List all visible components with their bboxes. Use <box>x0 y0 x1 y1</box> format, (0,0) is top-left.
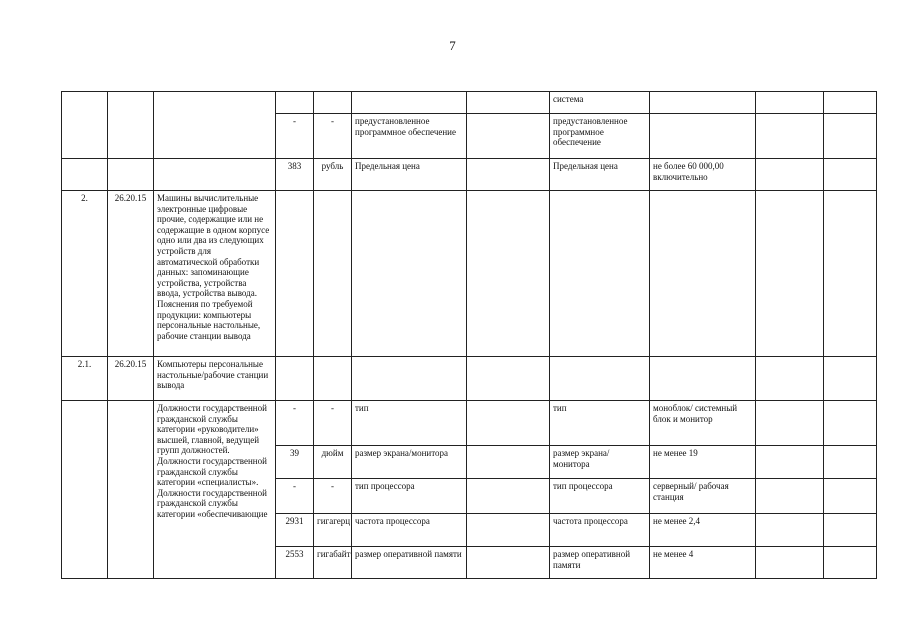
value-cell: не менее 19 <box>650 446 756 479</box>
row-number-cell <box>62 159 108 191</box>
value-cell: не более 60 000,00 включительно <box>650 159 756 191</box>
unit-cell: - <box>314 401 352 446</box>
table-row <box>62 357 877 401</box>
row-number-cell <box>62 401 108 579</box>
item-name-cell: Компьютеры персональные настольные/рабочие станции вывода <box>154 357 276 401</box>
table-cell <box>756 159 824 191</box>
table-cell <box>756 514 824 547</box>
characteristic-cell: тип процессора <box>550 479 650 514</box>
value-cell: не менее 2,4 <box>650 514 756 547</box>
okei-code-cell: - <box>276 114 314 159</box>
table-cell <box>650 92 756 114</box>
page-number: 7 <box>449 38 456 53</box>
table-cell <box>467 114 550 159</box>
table-cell <box>352 357 467 401</box>
requirements-table <box>61 91 877 579</box>
table-cell <box>756 479 824 514</box>
table-cell <box>824 479 877 514</box>
table-cell <box>276 191 314 357</box>
table-cell <box>467 357 550 401</box>
characteristic-cell: предустановленное программное обеспечение <box>550 114 650 159</box>
okei-code-cell: 2553 <box>276 547 314 579</box>
okpd-code-cell: 26.20.15 <box>108 191 154 357</box>
okei-code-cell: 2931 <box>276 514 314 547</box>
table-cell <box>756 446 824 479</box>
characteristic-cell: размер оперативной памяти <box>550 547 650 579</box>
value-cell: не менее 4 <box>650 547 756 579</box>
table-cell <box>314 191 352 357</box>
table-cell <box>650 114 756 159</box>
table-row <box>62 159 877 191</box>
table-cell <box>756 357 824 401</box>
item-name-cell <box>154 92 276 159</box>
table-cell <box>550 191 650 357</box>
okei-code-cell: - <box>276 401 314 446</box>
unit-cell: - <box>314 479 352 514</box>
table-cell <box>824 446 877 479</box>
okpd-code-cell: 26.20.15 <box>108 357 154 401</box>
okei-code-cell: - <box>276 479 314 514</box>
table-cell <box>824 92 877 114</box>
table-cell <box>314 357 352 401</box>
characteristic-cell: тип <box>550 401 650 446</box>
okei-code-cell: 383 <box>276 159 314 191</box>
table-cell <box>467 92 550 114</box>
table-cell <box>756 191 824 357</box>
table-cell <box>352 92 467 114</box>
row-number-cell: 2. <box>62 191 108 357</box>
table-cell <box>824 401 877 446</box>
item-name-cell <box>154 159 276 191</box>
table-cell <box>650 191 756 357</box>
table-cell <box>824 514 877 547</box>
characteristic-cell: частота процессора <box>352 514 467 547</box>
okpd-code-cell <box>108 159 154 191</box>
table-cell <box>756 547 824 579</box>
table-cell <box>467 159 550 191</box>
value-cell: моноблок/ системный блок и монитор <box>650 401 756 446</box>
value-cell: серверный/ рабочая станция <box>650 479 756 514</box>
table-cell: система <box>550 92 650 114</box>
table-cell <box>467 547 550 579</box>
characteristic-cell: тип процессора <box>352 479 467 514</box>
table-cell <box>756 92 824 114</box>
table-row <box>62 401 877 446</box>
table-row <box>62 191 877 357</box>
okpd-code-cell <box>108 401 154 579</box>
table-cell <box>756 401 824 446</box>
characteristic-cell: Предельная цена <box>550 159 650 191</box>
characteristic-cell: размер экрана/монитора <box>352 446 467 479</box>
okpd-code-cell <box>108 92 154 159</box>
table-cell <box>467 514 550 547</box>
table-cell <box>824 114 877 159</box>
row-number-cell: 2.1. <box>62 357 108 401</box>
table-cell <box>650 357 756 401</box>
unit-cell: - <box>314 114 352 159</box>
unit-cell: рубль <box>314 159 352 191</box>
characteristic-cell: тип <box>352 401 467 446</box>
table-cell <box>824 547 877 579</box>
table-cell <box>276 92 314 114</box>
characteristic-cell: предустановленное программное обеспечение <box>352 114 467 159</box>
row-number-cell <box>62 92 108 159</box>
table-cell <box>467 446 550 479</box>
table-cell <box>824 159 877 191</box>
characteristic-cell: размер экрана/ монитора <box>550 446 650 479</box>
table-cell <box>467 191 550 357</box>
characteristic-cell: Предельная цена <box>352 159 467 191</box>
characteristic-cell: частота процессора <box>550 514 650 547</box>
table-cell <box>314 92 352 114</box>
table-cell <box>756 114 824 159</box>
unit-cell: дюйм <box>314 446 352 479</box>
table-row <box>62 92 877 114</box>
unit-cell: гигабайт <box>314 547 352 579</box>
table-cell <box>824 357 877 401</box>
okei-code-cell: 39 <box>276 446 314 479</box>
table-cell <box>550 357 650 401</box>
table-cell <box>824 191 877 357</box>
characteristic-cell: размер оперативной памяти <box>352 547 467 579</box>
table-cell <box>467 479 550 514</box>
table-cell <box>467 401 550 446</box>
positions-cell: Должности государственной гражданской службы категории «руководители» высшей, главной, ведущей групп должностей. Должности государственной гражданской службы категории «специалисты». Должности государственной гражданской службы категории «обеспечивающие <box>154 401 276 579</box>
item-name-cell: Машины вычислительные электронные цифровые прочие, содержащие или не содержащие в одном корпусе одно или два из следующих устройств для автоматической обработки данных: запоминающие устройства, устройства ввода, устройства вывода. Пояснения по требуемой продукции: компьютеры персональные настольные, рабочие станции вывода <box>154 191 276 357</box>
unit-cell: гигагерц <box>314 514 352 547</box>
table-cell <box>276 357 314 401</box>
table-cell <box>352 191 467 357</box>
